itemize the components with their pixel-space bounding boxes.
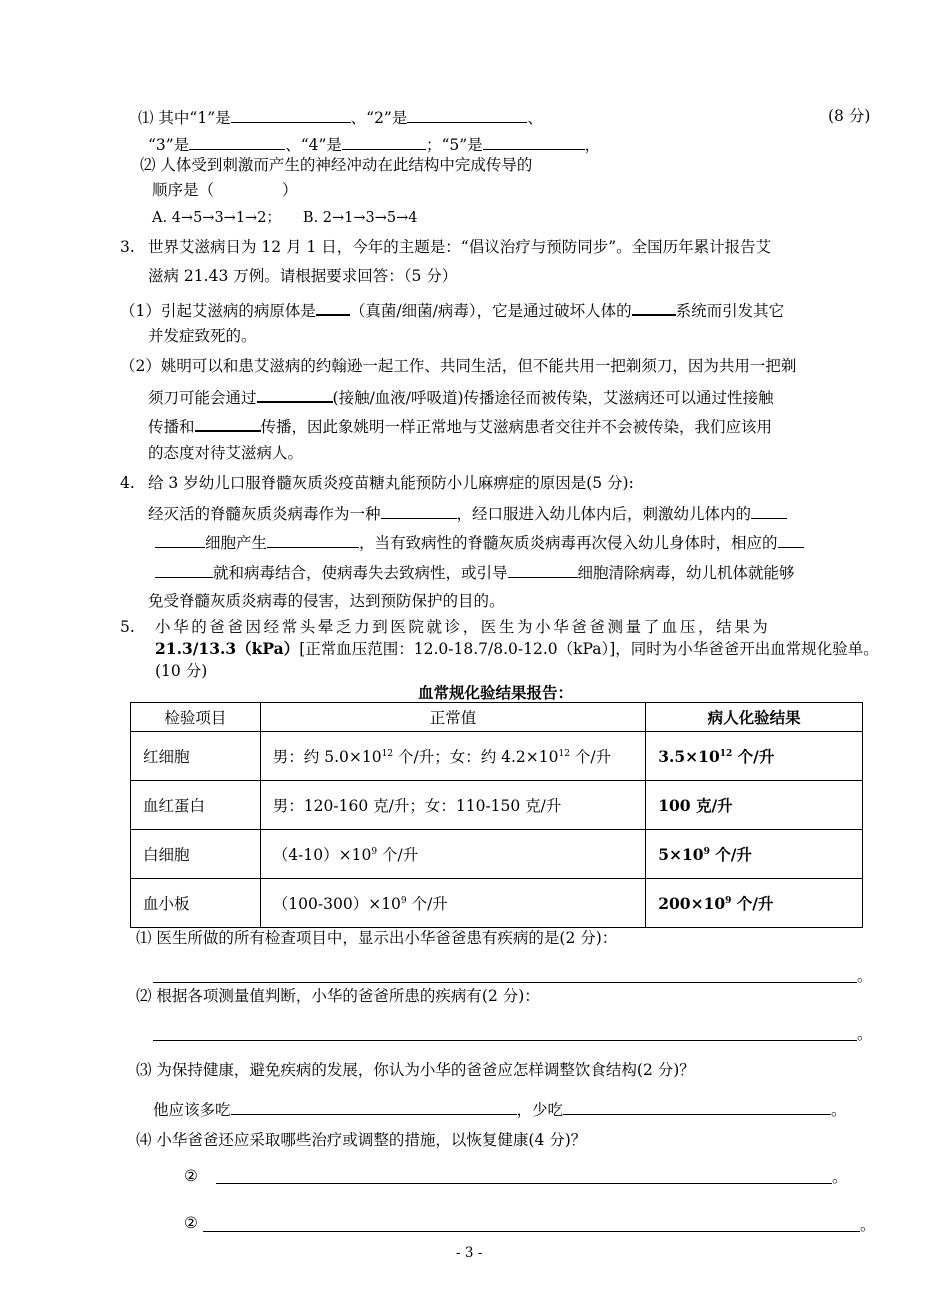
- answer-blank-antigen[interactable]: [381, 502, 457, 519]
- q2-score: (8 分): [828, 107, 871, 125]
- period-3: 。: [832, 1168, 848, 1186]
- answer-blank-eat-less[interactable]: [563, 1098, 831, 1115]
- q2-line2: “3”是 、“4”是 ；“5”是 ，: [148, 133, 600, 155]
- measure-marker-1: ②: [184, 1167, 198, 1185]
- header-normal: 正常值: [260, 703, 645, 732]
- q2-sub2b: 顺序是（ ）: [152, 181, 298, 199]
- answer-blank-1[interactable]: [231, 106, 351, 123]
- q4-number: 4.: [120, 474, 135, 492]
- answer-blank-3[interactable]: [189, 133, 285, 150]
- q5-line1: 小华的爸爸因经常头晕乏力到医院就诊，医生为小华爸爸测量了血压，结果为: [155, 618, 771, 636]
- blood-test-table: [130, 702, 863, 928]
- answer-blank-substance-cont[interactable]: [155, 561, 213, 578]
- q4-line1: 给 3 岁幼儿口服脊髓灰质炎疫苗糖丸能预防小儿麻痹症的原因是(5 分):: [148, 474, 634, 492]
- q3-part2-line4: 的态度对待艾滋病人。: [148, 444, 304, 462]
- answer-blank-pathogen[interactable]: [316, 298, 350, 316]
- answer-blank-route[interactable]: [257, 385, 333, 403]
- q3-part1: （1）引起艾滋病的病原体是 （真菌/细菌/病毒），它是通过破坏人体的 系统而引发其它: [120, 298, 784, 321]
- answer-blank-substance[interactable]: [778, 531, 804, 548]
- cell-normal: $(100-300)\times 10^9$ 个/升: [260, 879, 645, 928]
- cell-result: 100 克/升: [646, 781, 863, 830]
- answer-line-sub1[interactable]: [153, 982, 857, 983]
- table-row: [131, 879, 863, 928]
- q4-line2: 经灭活的脊髓灰质炎病毒作为一种 ，经口服进入幼儿体内后，刺激幼儿体内的: [148, 502, 787, 524]
- q5-sub3-answer: 他应该多吃 ，少吃 。: [153, 1098, 847, 1120]
- q5-sub4: ⑷ 小华爸爸还应采取哪些治疗或调整的措施，以恢复健康(4 分)？: [136, 1131, 587, 1149]
- answer-blank-eat-more[interactable]: [231, 1098, 517, 1115]
- cell-item: 血小板: [131, 879, 261, 928]
- q5-line3: (10 分): [155, 662, 208, 680]
- answer-blank-cell-b[interactable]: [508, 561, 578, 578]
- answer-line-measure-2[interactable]: [203, 1231, 860, 1232]
- q2-options: [152, 208, 418, 228]
- q5-sub3: ⑶ 为保持健康，避免疾病的发展，你认为小华的爸爸应怎样调整饮食结构(2 分)？: [136, 1061, 695, 1079]
- cell-result: $200\times 10^9$ 个/升: [646, 879, 863, 928]
- q5-line2: 21.3/13.3（kPa）[正常血压范围：12.0-18.7/8.0-12.0（kPa）]，同时为小华爸爸开出血常规化验单。: [155, 639, 879, 658]
- answer-blank-system[interactable]: [632, 298, 676, 316]
- cell-normal: 男：120-160 克/升；女：110-150 克/升: [260, 781, 645, 830]
- q5-sub1: ⑴ 医生所做的所有检查项目中，显示出小华爸爸患有疾病的是(2 分)：: [136, 929, 618, 947]
- q3-part2-line3: 传播和 传播，因此象姚明一样正常地与艾滋病患者交往并不会被传染，我们应该用: [148, 414, 772, 437]
- table-header-row: [131, 703, 863, 732]
- q4-line5: 免受脊髓灰质炎病毒的侵害，达到预防保护的目的。: [148, 592, 505, 610]
- cell-result: $3.5\times 10^{12}$ 个/升: [646, 732, 863, 781]
- answer-blank-4[interactable]: [342, 133, 426, 150]
- measure-marker-2: ②: [184, 1214, 198, 1232]
- header-result: 病人化验结果: [646, 703, 863, 732]
- option-a[interactable]: A. 4→5→3→1→2；: [152, 210, 281, 226]
- q5-sub2: ⑵ 根据各项测量值判断，小华的爸爸所患的疾病有(2 分)：: [136, 987, 540, 1005]
- q4-line4: 就和病毒结合，使病毒失去致病性，或引导 细胞清除病毒，幼儿机体就能够: [155, 561, 795, 583]
- q3-part1-cont: 并发症致死的。: [148, 327, 257, 345]
- period-4: 。: [860, 1216, 876, 1234]
- q3-number: 3.: [120, 238, 135, 256]
- cell-result: $5\times 10^9$ 个/升: [646, 830, 863, 879]
- header-item: 检验项目: [131, 703, 261, 732]
- answer-line-sub2[interactable]: [153, 1040, 857, 1041]
- q3-part2-line1: （2）姚明可以和患艾滋病的约翰逊一起工作、共同生活，但不能共用一把剃须刀，因为共用一把剃: [120, 357, 797, 375]
- page-number: - 3 -: [456, 1245, 483, 1261]
- table-row: [131, 830, 863, 879]
- cell-item: 血红蛋白: [131, 781, 261, 830]
- cell-item: 白细胞: [131, 830, 261, 879]
- cell-item: 红细胞: [131, 732, 261, 781]
- answer-blank-cell-a[interactable]: [751, 502, 787, 519]
- q2-line1: ⑴ 其中“1”是 、“2”是 、: [138, 106, 543, 128]
- answer-blank-cell-a-cont[interactable]: [155, 531, 205, 548]
- cell-normal: 男：约 $5.0\times 10^{12}$ 个/升；女：约 $4.2\times 10^{12}$ 个/升: [260, 732, 645, 781]
- period-1: 。: [857, 967, 873, 985]
- table-title: 血常规化验结果报告：: [418, 683, 574, 702]
- answer-blank-antibody[interactable]: [267, 531, 359, 548]
- answer-line-measure-1[interactable]: [216, 1183, 832, 1184]
- answer-blank-transmission[interactable]: [195, 414, 261, 432]
- q5-number: 5.: [120, 618, 135, 636]
- table-row: [131, 732, 863, 781]
- option-b[interactable]: B. 2→1→3→5→4: [302, 210, 418, 226]
- q4-line3: 细胞产生 ，当有致病性的脊髓灰质炎病毒再次侵入幼儿身体时，相应的: [155, 531, 804, 553]
- cell-normal: $(4-10)\times 10^9$ 个/升: [260, 830, 645, 879]
- q2-sub2: ⑵ 人体受到刺激而产生的神经冲动在此结构中完成传导的: [140, 156, 533, 174]
- q3-part2-line2: 须刀可能会通过 (接触/血液/呼吸道)传播途径而被传染，艾滋病还可以通过性接触: [148, 385, 774, 408]
- answer-blank-5[interactable]: [483, 133, 585, 150]
- answer-blank-2[interactable]: [407, 106, 527, 123]
- q3-line1: 世界艾滋病日为 12 月 1 日，今年的主题是：“倡议治疗与预防同步”。全国历年累计报告艾: [148, 238, 772, 256]
- q3-line2: 滋病 21.43 万例。请根据要求回答：（5 分）: [148, 267, 458, 285]
- table-row: [131, 781, 863, 830]
- period-2: 。: [857, 1025, 873, 1043]
